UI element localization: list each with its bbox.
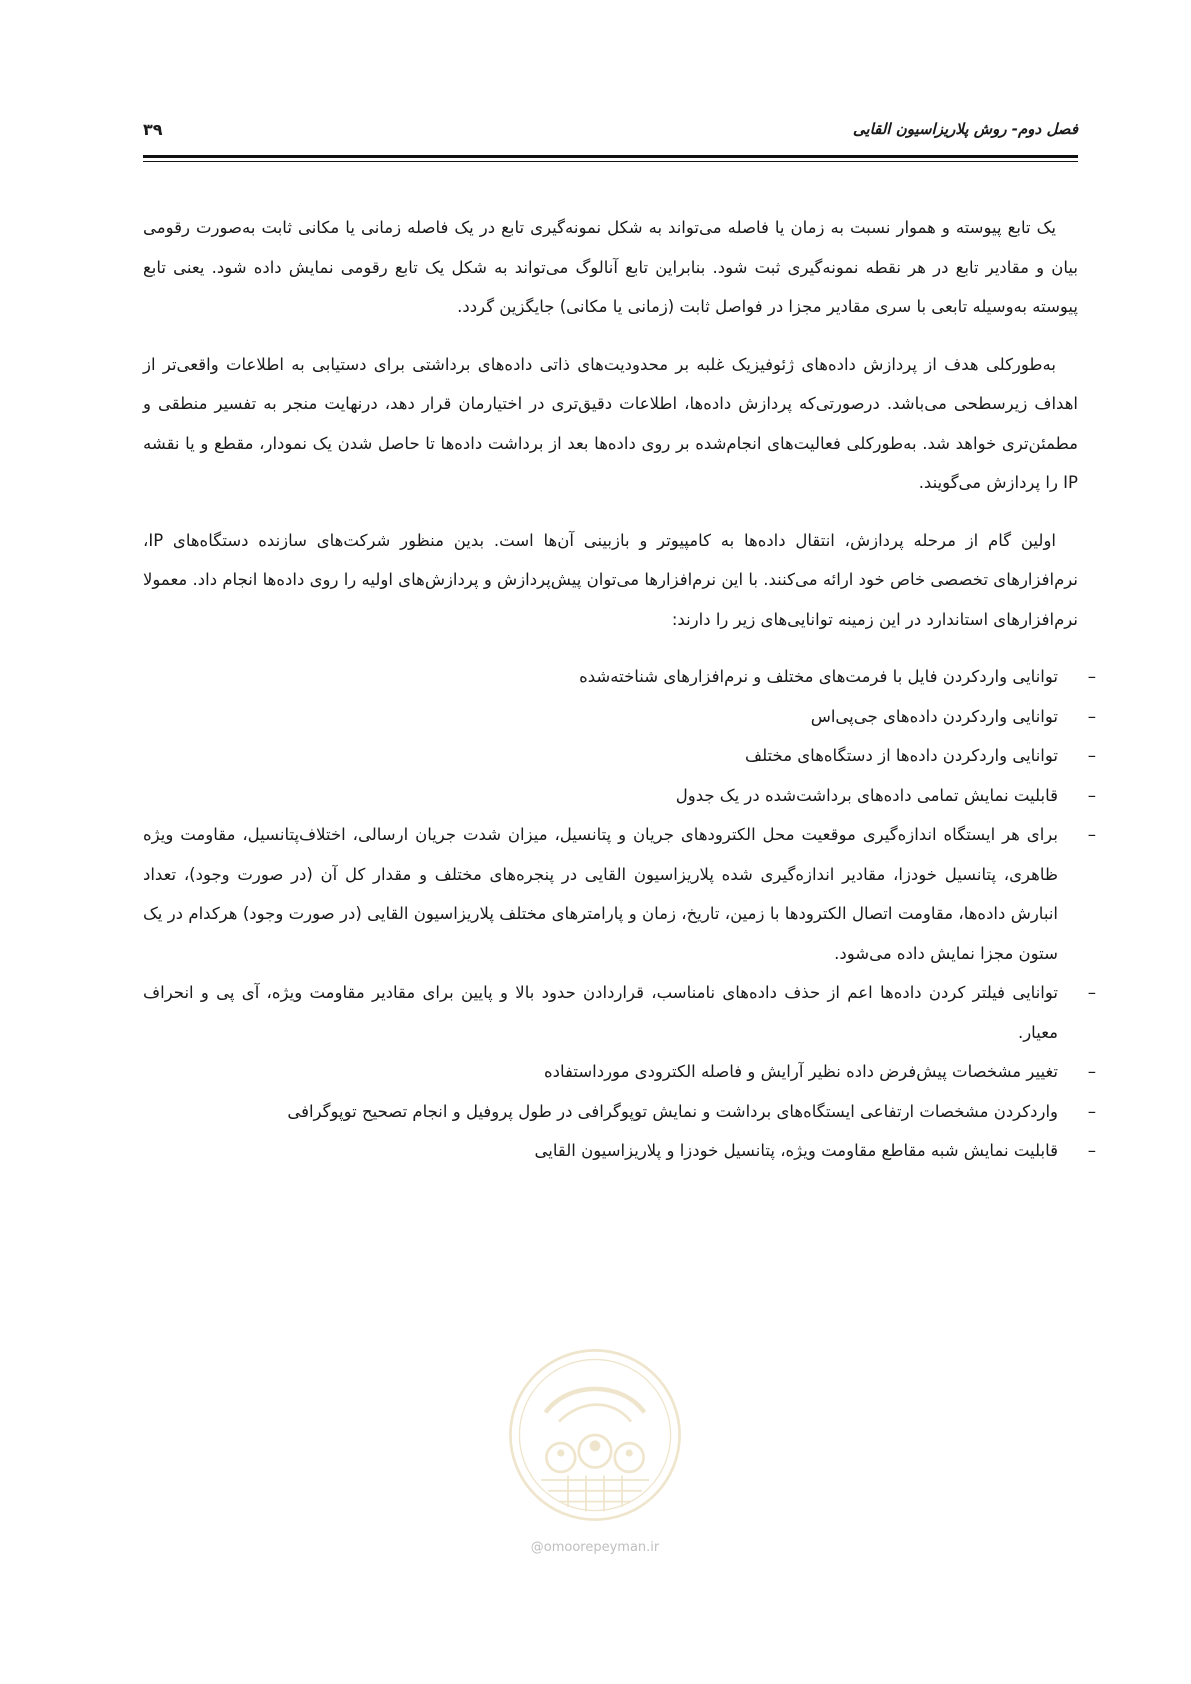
list-item bbox=[143, 1131, 1096, 1171]
bullet-dash: – bbox=[1087, 983, 1096, 1002]
chapter-title: فصل دوم- روش پلاریزاسیون القایی bbox=[852, 120, 1078, 138]
header-rule-thin bbox=[143, 161, 1078, 162]
list-item bbox=[143, 1052, 1096, 1092]
page-number: ۳۹ bbox=[143, 120, 163, 139]
list-item-text: قابلیت نمایش شبه مقاطع مقاومت ویژه، پتانسیل خودزا و پلاریزاسیون القایی bbox=[534, 1141, 1058, 1160]
list-item-text: برای هر ایستگاه اندازه‌گیری موقعیت محل الکترودهای جریان و پتانسیل، میزان شدت جریان ارسالی، اختلاف‌پتانسیل، مقاومت ویژه ظاهری، پتانسیل خودزا، مقادیر اندازه‌گیری شده پلاریزاسیون القایی در پنجره‌های مختلف و مقدار کل آن (در صورت وجود)، تعداد انبارش داده‌ها، مقاومت اتصال الکترودها با زمین، تاریخ، زمان و پارامترهای مختلف پلاریزاسیون القایی (در صورت وجود) هرکدام در یک ستون مجزا نمایش داده می‌شود. bbox=[143, 825, 1058, 963]
body-content bbox=[143, 208, 1096, 1171]
list-item-text: واردکردن مشخصات ارتفاعی ایستگاه‌های برداشت و نمایش توپوگرافی در طول پروفیل و انجام تصحیح توپوگرافی bbox=[287, 1101, 1058, 1121]
list-item bbox=[143, 1092, 1096, 1132]
bullet-dash: – bbox=[1087, 1101, 1096, 1121]
watermark-site: @omoorepeyman.ir bbox=[530, 1540, 660, 1555]
header-rule-thick bbox=[143, 155, 1078, 158]
bullet-dash: – bbox=[1087, 1141, 1096, 1160]
list-item-text: توانایی واردکردن داده‌ها از دستگاه‌های مختلف bbox=[745, 746, 1058, 765]
list-item bbox=[143, 776, 1096, 816]
watermark-logo bbox=[505, 1345, 685, 1525]
list-item bbox=[143, 736, 1096, 776]
paragraph: یک تابع پیوسته و هموار نسبت به زمان یا فاصله می‌تواند به شکل نمونه‌گیری تابع در یک فاصله زمانی یا مکانی ثابت به‌صورت رقومی بیان و مقادیر تابع در هر نقطه نمونه‌گیری ثبت شود. بنابراین تابع آنالوگ می‌تواند به شکل یک تابع رقومی نمایش داده شود. یعنی تابع پیوسته به‌وسیله تابعی با سری مقادیر مجزا در فواصل ثابت (زمانی یا مکانی) جایگزین گردد. bbox=[143, 218, 1078, 316]
list-item bbox=[143, 815, 1096, 973]
bullet-dash: – bbox=[1087, 1062, 1096, 1081]
paragraph: به‌طورکلی هدف از پردازش داده‌های ژئوفیزیک غلبه بر محدودیت‌های ذاتی داده‌های برداشتی برای دستیابی به اطلاعات واقعی‌تر از اهداف زیرسطحی می‌باشد. درصورتی‌که پردازش داده‌ها، اطلاعات دقیق‌تری در اختیارمان قرار دهد، درنهایت منجر به تفسیر منطقی و مطمئن‌تری خواهد شد. به‌طورکلی فعالیت‌های انجام‌شده بر روی داده‌ها بعد از برداشت داده‌ها تا حاصل شدن یک نمودار، مقطع و یا نقشه IP را پردازش می‌گویند. bbox=[143, 354, 1078, 492]
bullet-dash: – bbox=[1087, 667, 1096, 686]
list-item-text: توانایی واردکردن داده‌های جی‌پی‌اس bbox=[810, 706, 1058, 726]
list-item bbox=[143, 657, 1096, 697]
list-item-text: قابلیت نمایش تمامی داده‌های برداشت‌شده در یک جدول bbox=[675, 785, 1058, 805]
list-item-text: توانایی واردکردن فایل با فرمت‌های مختلف و نرم‌افزارهای شناخته‌شده bbox=[579, 667, 1058, 686]
list-item bbox=[143, 973, 1096, 1052]
bullet-dash: – bbox=[1087, 706, 1096, 726]
page-header bbox=[143, 120, 1078, 150]
bullet-dash: – bbox=[1087, 785, 1096, 805]
list-item-text: توانایی فیلتر کردن داده‌ها اعم از حذف داده‌های نامناسب، قراردادن حدود بالا و پایین برای مقادیر مقاومت ویژه، آی پی و انحراف معیار. bbox=[143, 983, 1058, 1042]
capabilities-list bbox=[143, 657, 1096, 1171]
bullet-dash: – bbox=[1087, 746, 1096, 765]
paragraph: اولین گام از مرحله پردازش، انتقال داده‌ها به کامپیوتر و بازبینی آن‌ها است. بدین منظور شرکت‌های سازنده دستگاه‌های IP، نرم‌افزارهای تخصصی خاص خود ارائه می‌کنند. با این نرم‌افزارها می‌توان پیش‌پردازش و پردازش‌های اولیه را روی داده‌ها انجام داد. معمولا نرم‌افزارهای استاندارد در این زمینه توانایی‌های زیر را دارند: bbox=[143, 530, 1078, 629]
list-item-text: تغییر مشخصات پیش‌فرض داده نظیر آرایش و فاصله الکترودی مورداستفاده bbox=[543, 1062, 1058, 1081]
bullet-dash: – bbox=[1087, 825, 1096, 844]
list-item bbox=[143, 697, 1096, 737]
